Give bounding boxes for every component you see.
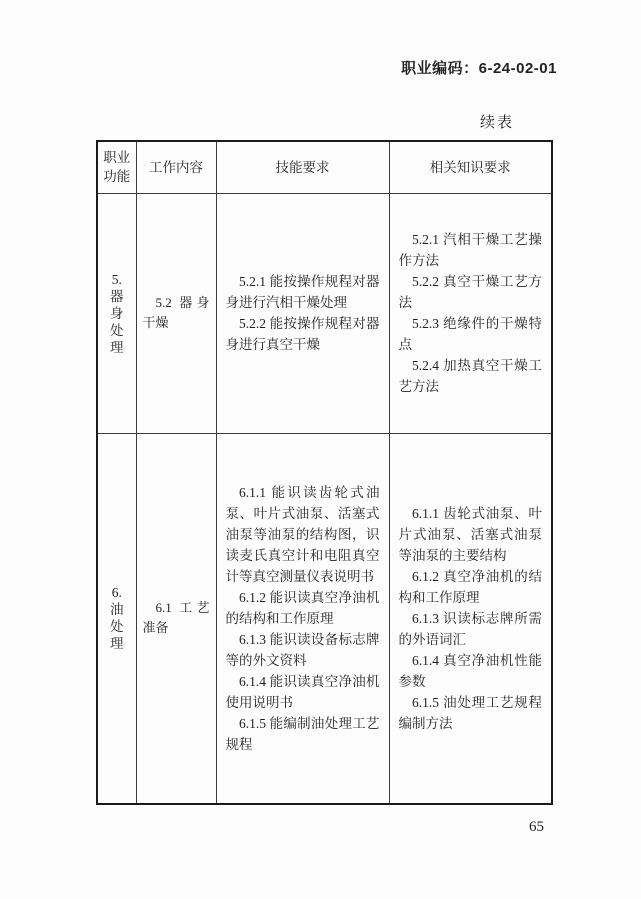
function-number: 6. [111,585,122,601]
function-number: 5. [111,271,122,287]
skill-requirements-cell [216,193,389,433]
skill-item: 6.1.4 能识读真空净油机使用说明书 [225,673,380,710]
knowledge-item: 6.1.1 齿轮式油泵、叶片式油泵、活塞式油泵等油泵的主要结构 [398,505,542,563]
skill-item: 6.1.5 能编制油处理工艺规程 [225,715,380,752]
column-header: 相关知识要求 [389,141,552,193]
skill-item: 5.2.2 能按操作规程对器身进行真空干燥 [225,316,380,352]
work-content-cell [136,433,216,804]
knowledge-requirements-cell [389,193,552,433]
skill-item: 6.1.3 能识读设备标志牌等的外文资料 [225,631,380,668]
continued-table-label: 续表 [479,115,514,131]
column-header: 工作内容 [136,141,216,193]
skill-item: 6.1.1 能识读齿轮式油泵、叶片式油泵、活塞式油泵等油泵的结构图，识读麦氏真空计和电阻真空计等真空测量仪表说明书 [225,484,380,584]
knowledge-item: 6.1.5 油处理工艺规程编制方法 [398,694,542,731]
work-content: 5.2 器身干燥 [142,295,210,330]
knowledge-item: 5.2.1 汽相干燥工艺操作方法 [398,232,542,268]
work-content-cell [136,193,216,433]
skill-item: 6.1.2 能识读真空净油机的结构和工作原理 [225,589,380,626]
skill-requirements-cell [216,433,389,804]
knowledge-item: 6.1.3 识读标志牌所需的外语词汇 [398,610,542,647]
page-number: 65 [529,819,544,835]
work-content: 6.1 工艺准备 [142,600,210,636]
table-row [97,433,552,804]
table-row [97,193,552,433]
function-name: 油处理 [110,602,124,652]
knowledge-item: 5.2.3 绝缘件的干燥特点 [398,316,542,352]
function-name: 器身处理 [110,288,124,355]
occupational-function-cell [97,433,136,804]
knowledge-item: 5.2.4 加热真空干燥工艺方法 [398,358,542,394]
job-code-label: 职业编码：6-24-02-01 [401,60,557,77]
standard-table [96,140,553,805]
occupational-function-cell [97,193,136,433]
table-header-row [97,141,552,193]
knowledge-item: 6.1.2 真空净油机的结构和工作原理 [398,568,542,605]
knowledge-item: 6.1.4 真空净油机性能参数 [398,652,542,689]
column-header: 职业功能 [97,141,136,193]
skill-item: 5.2.1 能按操作规程对器身进行汽相干燥处理 [225,274,380,310]
column-header: 技能要求 [216,141,389,193]
knowledge-item: 5.2.2 真空干燥工艺方法 [398,274,542,310]
knowledge-requirements-cell [389,433,552,804]
